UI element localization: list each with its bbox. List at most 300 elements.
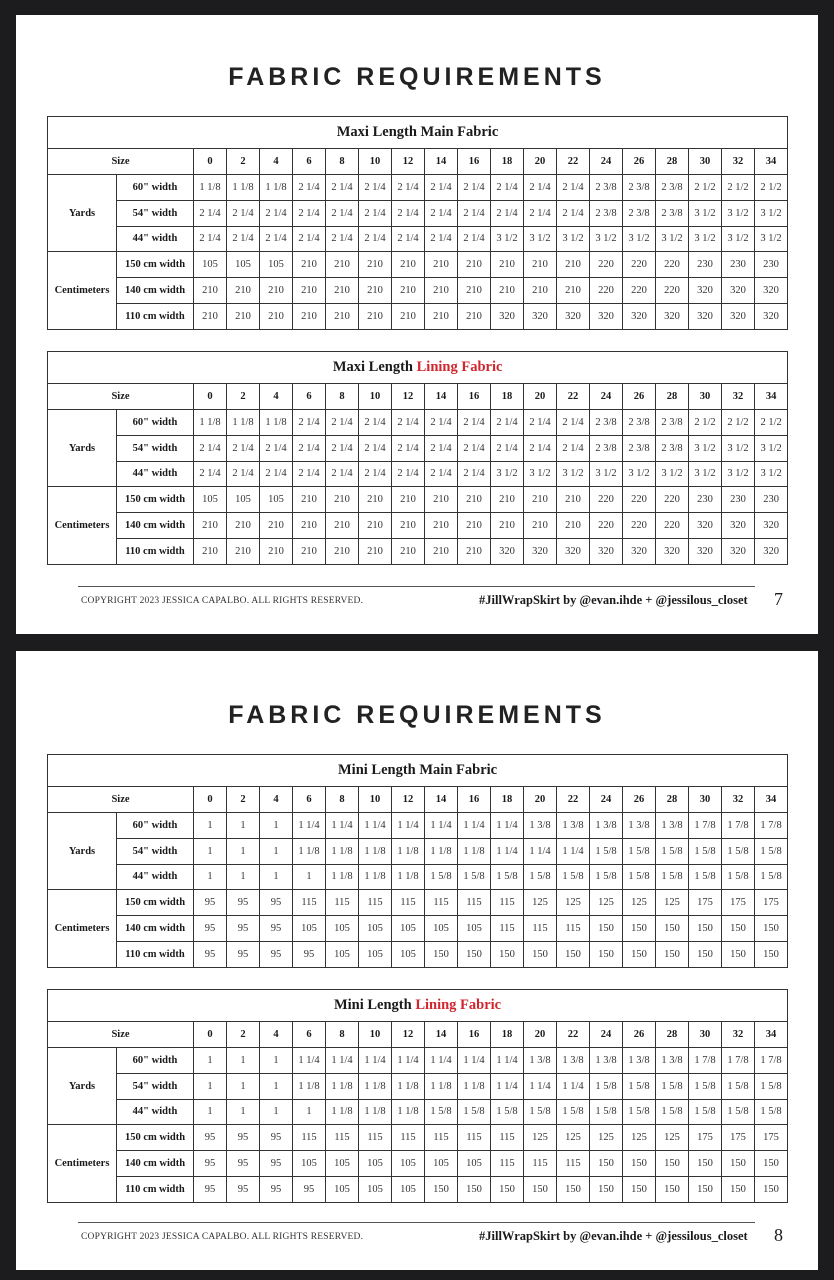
requirement-cell: 150 xyxy=(623,941,656,967)
size-column-header: 0 xyxy=(194,384,227,410)
requirement-cell: 115 xyxy=(458,890,491,916)
requirement-cell: 3 1/2 xyxy=(722,200,755,226)
copyright-text: COPYRIGHT 2023 JESSICA CAPALBO. ALL RIGHTS RESERVED. xyxy=(81,1232,364,1242)
requirement-cell: 210 xyxy=(293,538,326,564)
table-row xyxy=(48,303,788,329)
requirement-cell: 320 xyxy=(755,538,788,564)
requirement-cell: 150 xyxy=(755,1176,788,1202)
requirement-cell: 3 1/2 xyxy=(755,200,788,226)
requirement-cell: 1 7/8 xyxy=(722,1048,755,1074)
requirement-cell: 3 1/2 xyxy=(623,226,656,252)
size-column-header: 14 xyxy=(425,1022,458,1048)
requirement-cell: 320 xyxy=(557,538,590,564)
requirement-cell: 95 xyxy=(194,941,227,967)
requirement-cell: 105 xyxy=(392,1176,425,1202)
size-column-header: 26 xyxy=(623,149,656,175)
requirement-cell: 1 1/4 xyxy=(425,1048,458,1074)
requirement-cell: 95 xyxy=(260,941,293,967)
requirement-cell: 150 xyxy=(524,1176,557,1202)
requirement-cell: 95 xyxy=(194,890,227,916)
size-header-row xyxy=(48,384,788,410)
requirement-cell: 1 xyxy=(227,1073,260,1099)
requirement-cell: 150 xyxy=(689,1151,722,1177)
requirement-cell: 1 5/8 xyxy=(557,864,590,890)
requirement-cell: 320 xyxy=(755,513,788,539)
size-column-header: 12 xyxy=(392,787,425,813)
requirement-cell: 210 xyxy=(425,538,458,564)
requirement-cell: 115 xyxy=(326,890,359,916)
requirement-cell: 210 xyxy=(392,513,425,539)
size-column-header: 20 xyxy=(524,787,557,813)
fabric-width-label: 44" width xyxy=(117,226,194,252)
requirement-cell: 1 1/4 xyxy=(392,813,425,839)
requirement-cell: 1 5/8 xyxy=(755,1073,788,1099)
requirement-cell: 105 xyxy=(392,1151,425,1177)
size-header-row xyxy=(48,787,788,813)
table-row xyxy=(48,487,788,513)
requirement-cell: 210 xyxy=(359,252,392,278)
requirement-cell: 105 xyxy=(458,916,491,942)
requirement-cell: 210 xyxy=(458,303,491,329)
table-row xyxy=(48,916,788,942)
size-column-header: 12 xyxy=(392,384,425,410)
requirement-cell: 1 5/8 xyxy=(755,1099,788,1125)
requirement-cell: 105 xyxy=(227,252,260,278)
requirement-cell: 125 xyxy=(656,890,689,916)
table-row xyxy=(48,435,788,461)
requirement-cell: 210 xyxy=(194,513,227,539)
unit-group-label: Yards xyxy=(48,175,117,252)
requirement-cell: 105 xyxy=(392,916,425,942)
size-column-header: 2 xyxy=(227,384,260,410)
requirement-cell: 150 xyxy=(722,916,755,942)
requirement-cell: 150 xyxy=(656,1151,689,1177)
requirement-cell: 150 xyxy=(557,1176,590,1202)
fabric-width-label: 110 cm width xyxy=(117,538,194,564)
credit-text: #JillWrapSkirt by @evan.ihde + @jessilous_closet xyxy=(479,593,748,607)
requirement-cell: 1 xyxy=(194,1048,227,1074)
requirement-cell: 210 xyxy=(359,487,392,513)
requirement-cell: 220 xyxy=(623,513,656,539)
table-row xyxy=(48,226,788,252)
requirement-cell: 210 xyxy=(293,487,326,513)
requirement-cell: 1 5/8 xyxy=(491,1099,524,1125)
size-column-header: 22 xyxy=(557,149,590,175)
requirement-cell: 2 1/4 xyxy=(392,410,425,436)
requirement-cell: 1 5/8 xyxy=(689,838,722,864)
requirement-cell: 1 5/8 xyxy=(656,864,689,890)
table-row xyxy=(48,1099,788,1125)
size-column-header: 14 xyxy=(425,384,458,410)
requirement-cell: 150 xyxy=(722,1176,755,1202)
requirement-cell: 95 xyxy=(260,916,293,942)
requirement-cell: 210 xyxy=(425,513,458,539)
page-7 xyxy=(16,15,818,634)
size-column-header: 18 xyxy=(491,149,524,175)
requirement-cell: 105 xyxy=(194,487,227,513)
size-column-header: 18 xyxy=(491,1022,524,1048)
requirement-cell: 2 1/4 xyxy=(359,435,392,461)
requirement-cell: 2 1/4 xyxy=(326,410,359,436)
requirement-cell: 320 xyxy=(623,303,656,329)
requirement-cell: 230 xyxy=(722,252,755,278)
requirement-cell: 2 1/4 xyxy=(194,226,227,252)
requirement-cell: 95 xyxy=(293,1176,326,1202)
requirement-cell: 2 3/8 xyxy=(623,435,656,461)
requirement-cell: 115 xyxy=(524,1151,557,1177)
fabric-width-label: 140 cm width xyxy=(117,916,194,942)
fabric-width-label: 60" width xyxy=(117,410,194,436)
requirement-cell: 95 xyxy=(227,1151,260,1177)
size-column-header: 24 xyxy=(590,787,623,813)
requirement-cell: 2 1/4 xyxy=(557,410,590,436)
requirement-cell: 320 xyxy=(491,538,524,564)
fabric-width-label: 150 cm width xyxy=(117,890,194,916)
requirement-cell: 210 xyxy=(359,513,392,539)
size-column-header: 30 xyxy=(689,787,722,813)
requirement-cell: 95 xyxy=(260,1151,293,1177)
requirement-cell: 3 1/2 xyxy=(491,226,524,252)
maxi-main-fabric-table xyxy=(47,116,788,330)
requirement-cell: 2 3/8 xyxy=(623,200,656,226)
requirement-cell: 1 1/4 xyxy=(359,1048,392,1074)
table-title-suffix: Lining Fabric xyxy=(415,997,502,1013)
requirement-cell: 2 3/8 xyxy=(656,200,689,226)
requirement-cell: 150 xyxy=(491,941,524,967)
requirement-cell: 1 1/4 xyxy=(425,813,458,839)
fabric-width-label: 60" width xyxy=(117,813,194,839)
fabric-width-label: 110 cm width xyxy=(117,1176,194,1202)
requirement-cell: 2 1/4 xyxy=(491,410,524,436)
table-row xyxy=(48,200,788,226)
requirement-cell: 1 1/8 xyxy=(392,864,425,890)
requirement-cell: 1 xyxy=(194,1099,227,1125)
requirement-cell: 115 xyxy=(425,890,458,916)
requirement-cell: 220 xyxy=(590,278,623,304)
requirement-cell: 2 1/4 xyxy=(524,175,557,201)
requirement-cell: 220 xyxy=(656,513,689,539)
requirement-cell: 210 xyxy=(359,538,392,564)
requirement-cell: 150 xyxy=(458,1176,491,1202)
size-column-header: 16 xyxy=(458,384,491,410)
requirement-cell: 1 1/8 xyxy=(194,410,227,436)
requirement-cell: 2 1/4 xyxy=(392,200,425,226)
size-column-header: 28 xyxy=(656,1022,689,1048)
requirement-cell: 1 5/8 xyxy=(656,838,689,864)
requirement-cell: 230 xyxy=(722,487,755,513)
requirement-cell: 210 xyxy=(227,538,260,564)
requirement-cell: 3 1/2 xyxy=(623,461,656,487)
requirement-cell: 1 1/8 xyxy=(392,1099,425,1125)
size-column-header: 16 xyxy=(458,1022,491,1048)
requirement-cell: 2 1/4 xyxy=(260,200,293,226)
page-number: 8 xyxy=(774,1225,783,1245)
requirement-cell: 210 xyxy=(227,513,260,539)
table-row xyxy=(48,864,788,890)
requirement-cell: 1 1/4 xyxy=(458,813,491,839)
requirement-cell: 2 1/4 xyxy=(425,200,458,226)
requirement-cell: 105 xyxy=(293,916,326,942)
requirement-cell: 220 xyxy=(623,252,656,278)
requirement-cell: 105 xyxy=(326,941,359,967)
requirement-cell: 2 1/4 xyxy=(524,435,557,461)
requirement-cell: 210 xyxy=(260,303,293,329)
requirement-cell: 1 5/8 xyxy=(689,1099,722,1125)
requirement-cell: 1 xyxy=(260,1073,293,1099)
requirement-cell: 1 1/4 xyxy=(557,838,590,864)
requirement-cell: 1 1/4 xyxy=(293,1048,326,1074)
requirement-cell: 1 7/8 xyxy=(689,813,722,839)
requirement-cell: 210 xyxy=(260,513,293,539)
requirement-cell: 95 xyxy=(260,1125,293,1151)
requirement-cell: 1 5/8 xyxy=(722,864,755,890)
size-label: Size xyxy=(48,149,194,175)
fabric-width-label: 110 cm width xyxy=(117,941,194,967)
requirement-cell: 3 1/2 xyxy=(722,461,755,487)
requirement-cell: 1 xyxy=(293,1099,326,1125)
requirement-cell: 3 1/2 xyxy=(524,461,557,487)
requirement-cell: 105 xyxy=(359,1176,392,1202)
requirement-cell: 150 xyxy=(623,1151,656,1177)
requirement-cell: 115 xyxy=(392,890,425,916)
requirement-cell: 150 xyxy=(656,916,689,942)
fabric-width-label: 140 cm width xyxy=(117,513,194,539)
requirement-cell: 115 xyxy=(359,1125,392,1151)
requirement-cell: 125 xyxy=(656,1125,689,1151)
requirement-cell: 320 xyxy=(491,303,524,329)
requirement-cell: 175 xyxy=(755,1125,788,1151)
requirement-cell: 2 1/4 xyxy=(194,200,227,226)
requirement-cell: 1 1/4 xyxy=(524,1073,557,1099)
requirement-cell: 2 3/8 xyxy=(623,175,656,201)
requirement-cell: 1 xyxy=(260,864,293,890)
requirement-cell: 1 3/8 xyxy=(590,1048,623,1074)
requirement-cell: 95 xyxy=(227,1176,260,1202)
table-row xyxy=(48,513,788,539)
requirement-cell: 2 1/4 xyxy=(227,200,260,226)
requirement-cell: 2 1/4 xyxy=(293,410,326,436)
requirement-cell: 1 1/8 xyxy=(260,410,293,436)
requirement-cell: 1 3/8 xyxy=(656,813,689,839)
requirement-cell: 210 xyxy=(293,513,326,539)
requirement-cell: 210 xyxy=(392,303,425,329)
requirement-cell: 115 xyxy=(557,916,590,942)
fabric-width-label: 150 cm width xyxy=(117,252,194,278)
requirement-cell: 210 xyxy=(458,278,491,304)
requirement-cell: 1 1/8 xyxy=(293,838,326,864)
fabric-width-label: 140 cm width xyxy=(117,1151,194,1177)
requirement-cell: 210 xyxy=(557,487,590,513)
requirement-cell: 1 5/8 xyxy=(623,1073,656,1099)
requirement-cell: 175 xyxy=(689,1125,722,1151)
copyright-text: COPYRIGHT 2023 JESSICA CAPALBO. ALL RIGHTS RESERVED. xyxy=(81,596,364,606)
table-row xyxy=(48,252,788,278)
requirement-cell: 95 xyxy=(227,916,260,942)
size-column-header: 24 xyxy=(590,384,623,410)
requirement-cell: 115 xyxy=(491,916,524,942)
requirement-cell: 210 xyxy=(392,487,425,513)
size-label: Size xyxy=(48,1022,194,1048)
size-column-header: 24 xyxy=(590,1022,623,1048)
requirement-cell: 2 1/4 xyxy=(260,461,293,487)
size-column-header: 26 xyxy=(623,1022,656,1048)
requirement-cell: 2 1/4 xyxy=(260,226,293,252)
requirement-cell: 1 1/8 xyxy=(227,175,260,201)
requirement-cell: 2 3/8 xyxy=(590,175,623,201)
requirement-cell: 1 1/8 xyxy=(326,838,359,864)
requirement-cell: 1 3/8 xyxy=(524,813,557,839)
size-column-header: 34 xyxy=(755,384,788,410)
requirement-cell: 2 1/4 xyxy=(458,200,491,226)
requirement-cell: 210 xyxy=(227,303,260,329)
requirement-cell: 1 1/8 xyxy=(458,838,491,864)
requirement-cell: 1 7/8 xyxy=(722,813,755,839)
requirement-cell: 1 5/8 xyxy=(722,1099,755,1125)
requirement-cell: 150 xyxy=(755,916,788,942)
requirement-cell: 95 xyxy=(293,941,326,967)
table-title xyxy=(48,352,788,384)
requirement-cell: 105 xyxy=(392,941,425,967)
requirement-cell: 1 3/8 xyxy=(623,1048,656,1074)
size-column-header: 6 xyxy=(293,384,326,410)
requirement-cell: 3 1/2 xyxy=(590,226,623,252)
requirement-cell: 210 xyxy=(326,303,359,329)
requirement-cell: 2 1/4 xyxy=(359,200,392,226)
requirement-cell: 105 xyxy=(359,941,392,967)
table-row xyxy=(48,813,788,839)
requirement-cell: 150 xyxy=(656,1176,689,1202)
fabric-width-label: 110 cm width xyxy=(117,303,194,329)
requirement-cell: 3 1/2 xyxy=(689,461,722,487)
size-column-header: 22 xyxy=(557,787,590,813)
requirement-cell: 1 3/8 xyxy=(590,813,623,839)
unit-group-label: Yards xyxy=(48,410,117,487)
unit-group-label: Centimeters xyxy=(48,890,117,967)
requirement-cell: 2 1/4 xyxy=(194,461,227,487)
requirement-cell: 1 5/8 xyxy=(524,1099,557,1125)
size-column-header: 10 xyxy=(359,384,392,410)
requirement-cell: 2 1/4 xyxy=(425,461,458,487)
requirement-cell: 2 1/4 xyxy=(293,435,326,461)
requirement-cell: 2 1/4 xyxy=(458,410,491,436)
requirement-cell: 1 5/8 xyxy=(458,1099,491,1125)
requirement-cell: 115 xyxy=(392,1125,425,1151)
requirement-cell: 2 1/4 xyxy=(524,410,557,436)
requirement-cell: 210 xyxy=(194,303,227,329)
size-column-header: 6 xyxy=(293,787,326,813)
requirement-cell: 115 xyxy=(293,1125,326,1151)
size-column-header: 34 xyxy=(755,787,788,813)
requirement-cell: 2 1/4 xyxy=(326,461,359,487)
requirement-cell: 1 xyxy=(227,1048,260,1074)
requirement-cell: 1 xyxy=(227,864,260,890)
requirement-cell: 320 xyxy=(689,513,722,539)
size-header-row xyxy=(48,1022,788,1048)
table-title-prefix: Mini Length xyxy=(338,762,420,778)
requirement-cell: 105 xyxy=(227,487,260,513)
size-column-header: 28 xyxy=(656,384,689,410)
requirement-cell: 210 xyxy=(293,278,326,304)
requirement-cell: 1 xyxy=(194,1073,227,1099)
requirement-cell: 1 3/8 xyxy=(557,1048,590,1074)
unit-group-label: Centimeters xyxy=(48,487,117,564)
requirement-cell: 210 xyxy=(359,278,392,304)
size-column-header: 30 xyxy=(689,149,722,175)
size-column-header: 32 xyxy=(722,384,755,410)
requirement-cell: 320 xyxy=(755,278,788,304)
requirement-cell: 1 1/8 xyxy=(392,838,425,864)
requirement-cell: 105 xyxy=(359,1151,392,1177)
size-column-header: 26 xyxy=(623,384,656,410)
requirement-cell: 210 xyxy=(425,487,458,513)
requirement-cell: 210 xyxy=(260,538,293,564)
requirement-cell: 1 5/8 xyxy=(656,1099,689,1125)
requirement-cell: 150 xyxy=(755,941,788,967)
requirement-cell: 210 xyxy=(524,513,557,539)
requirement-cell: 150 xyxy=(689,941,722,967)
size-column-header: 6 xyxy=(293,149,326,175)
requirement-cell: 95 xyxy=(194,1125,227,1151)
requirement-cell: 210 xyxy=(491,252,524,278)
unit-group-label: Centimeters xyxy=(48,252,117,329)
table-title-prefix: Mini Length xyxy=(333,997,416,1013)
size-column-header: 10 xyxy=(359,1022,392,1048)
requirement-cell: 1 3/8 xyxy=(557,813,590,839)
requirement-cell: 210 xyxy=(557,278,590,304)
requirement-cell: 1 1/4 xyxy=(293,813,326,839)
requirement-cell: 2 1/4 xyxy=(425,175,458,201)
requirement-cell: 210 xyxy=(326,513,359,539)
requirement-cell: 1 7/8 xyxy=(689,1048,722,1074)
requirement-cell: 2 1/2 xyxy=(755,175,788,201)
requirement-cell: 320 xyxy=(689,278,722,304)
table-row xyxy=(48,461,788,487)
requirement-cell: 1 xyxy=(194,838,227,864)
requirement-cell: 125 xyxy=(590,890,623,916)
requirement-cell: 2 1/4 xyxy=(392,226,425,252)
table-row xyxy=(48,410,788,436)
requirement-cell: 1 1/8 xyxy=(425,1073,458,1099)
requirement-cell: 2 1/4 xyxy=(425,410,458,436)
table-row xyxy=(48,1176,788,1202)
requirement-cell: 150 xyxy=(458,941,491,967)
requirement-cell: 2 1/4 xyxy=(392,175,425,201)
requirement-cell: 2 1/4 xyxy=(293,461,326,487)
requirement-cell: 230 xyxy=(755,487,788,513)
size-column-header: 20 xyxy=(524,384,557,410)
requirement-cell: 2 1/4 xyxy=(293,226,326,252)
requirement-cell: 150 xyxy=(689,916,722,942)
requirement-cell: 150 xyxy=(557,941,590,967)
requirement-cell: 1 5/8 xyxy=(722,1073,755,1099)
requirement-cell: 150 xyxy=(656,941,689,967)
requirement-cell: 115 xyxy=(524,916,557,942)
requirement-cell: 95 xyxy=(260,890,293,916)
requirement-cell: 1 3/8 xyxy=(524,1048,557,1074)
requirement-cell: 320 xyxy=(656,538,689,564)
table-row xyxy=(48,1048,788,1074)
size-column-header: 22 xyxy=(557,1022,590,1048)
page-title: FABRIC REQUIREMENTS xyxy=(228,63,606,91)
requirement-cell: 210 xyxy=(392,278,425,304)
requirement-cell: 2 1/4 xyxy=(359,226,392,252)
table-row xyxy=(48,278,788,304)
requirement-cell: 1 1/8 xyxy=(260,175,293,201)
requirement-cell: 115 xyxy=(557,1151,590,1177)
requirement-cell: 2 1/2 xyxy=(689,175,722,201)
size-column-header: 4 xyxy=(260,149,293,175)
requirement-cell: 2 3/8 xyxy=(590,410,623,436)
